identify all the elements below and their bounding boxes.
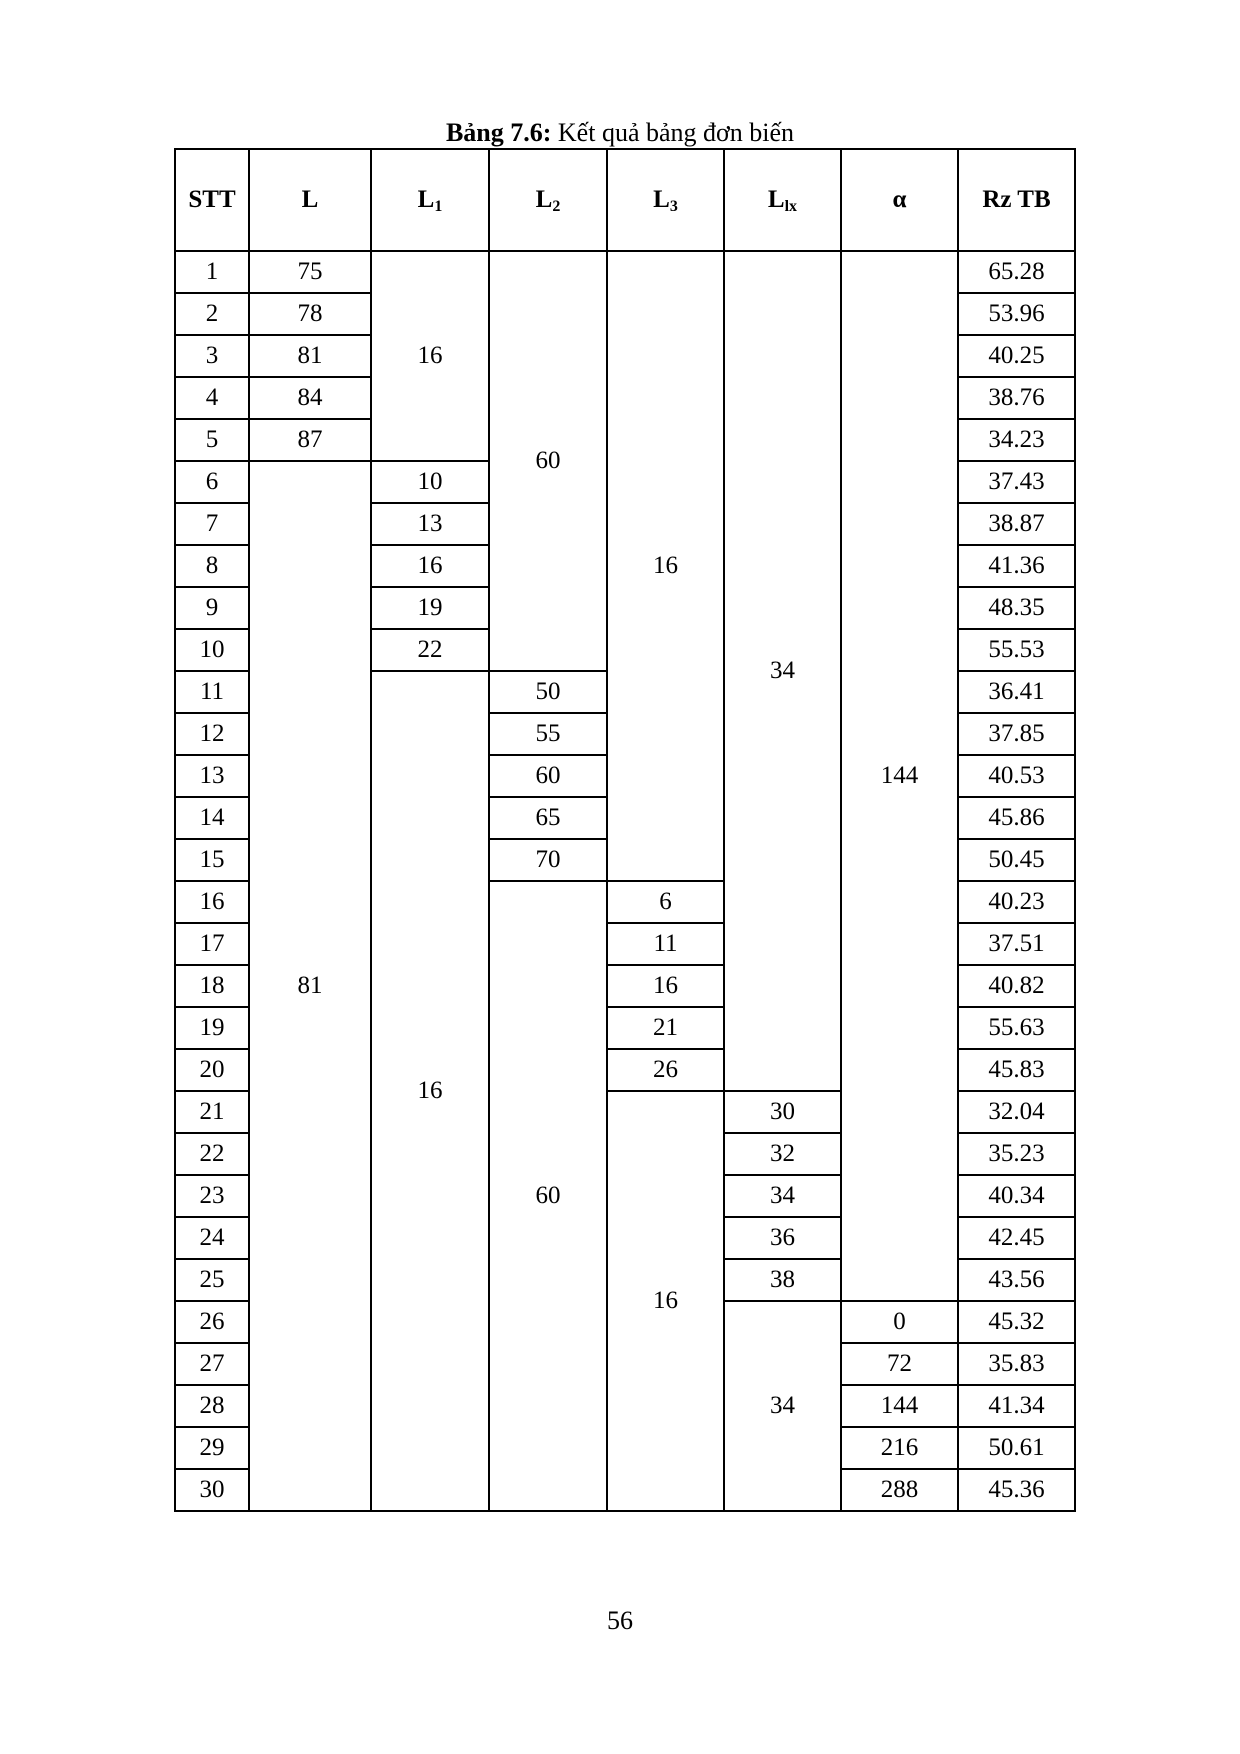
cell-rz-tb: 50.45	[958, 839, 1075, 881]
results-table	[174, 148, 1076, 1512]
cell-llx: 32	[724, 1133, 841, 1175]
cell-rz-tb: 65.28	[958, 251, 1075, 293]
cell-l1: 22	[371, 629, 489, 671]
cell-rz-tb: 35.23	[958, 1133, 1075, 1175]
cell-rz-tb: 40.25	[958, 335, 1075, 377]
cell-rz-tb: 45.36	[958, 1469, 1075, 1511]
cell-alpha: 144	[841, 251, 958, 1301]
cell-stt: 29	[175, 1427, 249, 1469]
cell-stt: 28	[175, 1385, 249, 1427]
cell-stt: 5	[175, 419, 249, 461]
cell-rz-tb: 37.43	[958, 461, 1075, 503]
cell-l3: 26	[607, 1049, 724, 1091]
cell-stt: 15	[175, 839, 249, 881]
cell-l3: 16	[607, 1091, 724, 1511]
cell-l1: 13	[371, 503, 489, 545]
cell-stt: 1	[175, 251, 249, 293]
cell-stt: 17	[175, 923, 249, 965]
cell-rz-tb: 48.35	[958, 587, 1075, 629]
cell-l3: 16	[607, 251, 724, 881]
cell-l2: 55	[489, 713, 607, 755]
header-stt: STT	[175, 149, 249, 251]
cell-l1: 19	[371, 587, 489, 629]
table-header-row	[175, 149, 1075, 251]
cell-rz-tb: 40.23	[958, 881, 1075, 923]
cell-rz-tb: 50.61	[958, 1427, 1075, 1469]
cell-l: 84	[249, 377, 371, 419]
cell-stt: 12	[175, 713, 249, 755]
cell-l1: 16	[371, 251, 489, 461]
header-l2: $L_2$	[489, 149, 607, 251]
cell-l3: 6	[607, 881, 724, 923]
cell-l2: 60	[489, 881, 607, 1511]
cell-stt: 22	[175, 1133, 249, 1175]
cell-rz-tb: 32.04	[958, 1091, 1075, 1133]
cell-l: 75	[249, 251, 371, 293]
cell-rz-tb: 37.51	[958, 923, 1075, 965]
cell-rz-tb: 36.41	[958, 671, 1075, 713]
table-row	[175, 251, 1075, 293]
cell-stt: 7	[175, 503, 249, 545]
cell-l3: 11	[607, 923, 724, 965]
cell-rz-tb: 37.85	[958, 713, 1075, 755]
cell-llx: 34	[724, 1175, 841, 1217]
cell-l3: 21	[607, 1007, 724, 1049]
table-caption-text: Kết quả bảng đơn biến	[551, 118, 795, 147]
cell-stt: 10	[175, 629, 249, 671]
cell-l2: 60	[489, 755, 607, 797]
cell-alpha: 216	[841, 1427, 958, 1469]
cell-stt: 11	[175, 671, 249, 713]
cell-rz-tb: 43.56	[958, 1259, 1075, 1301]
cell-rz-tb: 45.86	[958, 797, 1075, 839]
cell-stt: 21	[175, 1091, 249, 1133]
cell-rz-tb: 35.83	[958, 1343, 1075, 1385]
header-l3: $L_3$	[607, 149, 724, 251]
cell-l: 78	[249, 293, 371, 335]
cell-l: 81	[249, 335, 371, 377]
table-caption	[0, 118, 1240, 148]
cell-stt: 13	[175, 755, 249, 797]
cell-stt: 3	[175, 335, 249, 377]
cell-alpha: 144	[841, 1385, 958, 1427]
cell-llx: 38	[724, 1259, 841, 1301]
cell-stt: 18	[175, 965, 249, 1007]
cell-l: 87	[249, 419, 371, 461]
cell-stt: 8	[175, 545, 249, 587]
cell-stt: 14	[175, 797, 249, 839]
cell-llx: 34	[724, 251, 841, 1091]
cell-l2: 70	[489, 839, 607, 881]
cell-stt: 4	[175, 377, 249, 419]
cell-l1: 16	[371, 545, 489, 587]
cell-rz-tb: 45.32	[958, 1301, 1075, 1343]
cell-l2: 65	[489, 797, 607, 839]
cell-stt: 20	[175, 1049, 249, 1091]
cell-stt: 27	[175, 1343, 249, 1385]
header-alpha: α	[841, 149, 958, 251]
cell-rz-tb: 34.23	[958, 419, 1075, 461]
cell-stt: 24	[175, 1217, 249, 1259]
cell-stt: 16	[175, 881, 249, 923]
cell-l: 81	[249, 461, 371, 1511]
cell-alpha: 288	[841, 1469, 958, 1511]
cell-l2: 60	[489, 251, 607, 671]
cell-l3: 16	[607, 965, 724, 1007]
cell-rz-tb: 41.34	[958, 1385, 1075, 1427]
header-rz-tb: Rz TB	[958, 149, 1075, 251]
cell-l1: 10	[371, 461, 489, 503]
cell-alpha: 72	[841, 1343, 958, 1385]
cell-alpha: 0	[841, 1301, 958, 1343]
page-number: 56	[607, 1606, 633, 1635]
cell-stt: 6	[175, 461, 249, 503]
cell-rz-tb: 38.76	[958, 377, 1075, 419]
header-l1: $L_1$	[371, 149, 489, 251]
cell-rz-tb: 40.34	[958, 1175, 1075, 1217]
header-l: L	[249, 149, 371, 251]
header-llx: $L_{lx}$	[724, 149, 841, 251]
cell-rz-tb: 41.36	[958, 545, 1075, 587]
cell-stt: 19	[175, 1007, 249, 1049]
cell-stt: 9	[175, 587, 249, 629]
cell-rz-tb: 40.82	[958, 965, 1075, 1007]
cell-l1: 16	[371, 671, 489, 1511]
cell-rz-tb: 53.96	[958, 293, 1075, 335]
cell-rz-tb: 42.45	[958, 1217, 1075, 1259]
cell-rz-tb: 55.53	[958, 629, 1075, 671]
cell-stt: 25	[175, 1259, 249, 1301]
cell-rz-tb: 40.53	[958, 755, 1075, 797]
cell-llx: 30	[724, 1091, 841, 1133]
cell-rz-tb: 38.87	[958, 503, 1075, 545]
cell-llx: 36	[724, 1217, 841, 1259]
cell-rz-tb: 45.83	[958, 1049, 1075, 1091]
cell-stt: 26	[175, 1301, 249, 1343]
cell-stt: 23	[175, 1175, 249, 1217]
cell-l2: 50	[489, 671, 607, 713]
cell-stt: 30	[175, 1469, 249, 1511]
table-caption-label: Bảng 7.6:	[445, 118, 552, 147]
cell-rz-tb: 55.63	[958, 1007, 1075, 1049]
cell-stt: 2	[175, 293, 249, 335]
cell-llx: 34	[724, 1301, 841, 1511]
